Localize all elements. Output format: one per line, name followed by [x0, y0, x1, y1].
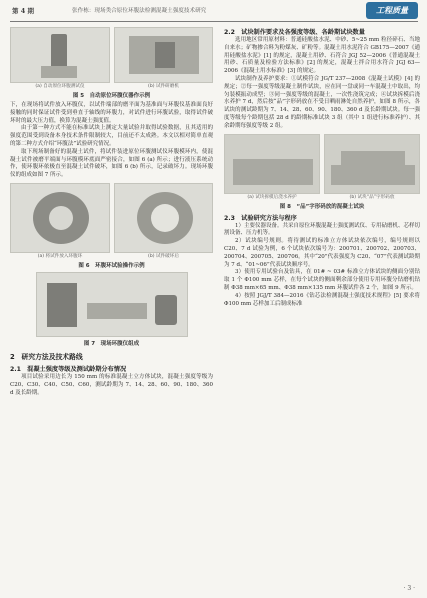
paragraph: 选用地区常用原材料：普通硅酸盐水泥、中砂、5~25 mm 粒径碎石、当地自来水；矿物掺合料为粉煤灰、矿粉等。混凝土用水泥符合 GB175—2007《通用硅酸盐水泥》[1] 的规定，混凝土用砂、石符合 JGJ 52—2006《普通混凝土用砂、石质量及检验方法标准》[2] 的规定，混凝土拌合用水符合 JGJ 63—2006《混凝土用水标准》[3] 的规定。 — [224, 37, 420, 75]
figure-8a-photo — [224, 134, 320, 194]
paragraph: 试块制作及养护要求：①试模符合 JG/T 237—2008《混凝土试模》[4] 的规定；②每一强度等级混凝土制作试块，应在同一盘或同一车混凝土中取出，均匀装模振动成型；③同一强度等级的混凝土，一次性浇筑完成；④试块拆模后浇水养护 7 d，然后按“品”字形码放在不受日晒雨淋处自然养护，如图 8 所示，各试块的测试龄期为 7、14、28、60、90、180、360 d 及长龄期试块。每一强度等级每个龄期包括 28 d 的龄期标准试块 3 组（其中 1 组进行标准养护）、其余龄期每强度等级 2 组。 — [224, 75, 420, 129]
header-rule — [10, 21, 418, 22]
figure-5 — [10, 27, 213, 89]
paragraph: 3）使用专用试验台及钻具，在 01# ~ 03# 标准立方体试块的侧面分别钻取 1 个 Φ100 mm 芯样，在每个试块的侧面剩余部分使用专用环腹分钻磨机钻制 Φ38 mm×65 mm、Φ38 mm×135 mm 环腹试件各 2 个，如图 9 所示。 — [224, 269, 420, 291]
paragraph: 下，在现场将试件放入环腹仪，以试件端部的磨平面为基准面与环腹仪基准面良好接触的同时保证试件受到垂直于轴线的环腹力，对试件进行环腹试验，取得试件破坏时的最大压力值，换算为混凝土强度值。 — [10, 102, 213, 124]
right-column — [224, 26, 420, 308]
figure-5a-label: (a) 自动原位环腹测试仪 — [35, 84, 85, 89]
page-number: · 3 · — [403, 585, 415, 592]
left-column — [10, 26, 213, 397]
figure-6 — [10, 183, 213, 259]
figure-5b-photo — [114, 27, 213, 83]
running-title: 张作栋：现场类合原位环腹法检测混凝土强度技术研究 — [72, 8, 207, 14]
subsection-heading: 2.1 混凝土强度等级及测试龄期分布情况 — [10, 365, 127, 373]
figure-6a-label: (a) 将试件放入环腹环 — [37, 253, 83, 259]
paragraph: 取下现场制备好的混凝土试件，将试件装进原位环腹测试仪环腹模环内，使混凝土试件被磨平端面与环腹模环底面严密接合，如图 6 (a) 所示；进行液压系统动作，使环腹环依极直至混凝土试件破坏，如图 6 (b) 所示，记录破坏力。现场环腹仪的组成如图 7 所示。 — [10, 148, 213, 179]
figure-5-caption: 图 5 自动原位环腹仪器作示例 — [72, 93, 151, 99]
page-header — [0, 0, 427, 20]
figure-7-photo — [36, 272, 188, 337]
figure-6a-photo — [10, 183, 110, 253]
figure-8b-photo — [324, 134, 420, 194]
figure-6b-label: (b) 试件破坏后 — [148, 253, 179, 259]
subsection-heading: 2.3 试验研究方法与程序 — [224, 214, 297, 222]
paragraph: 2）试块编号规则。将待测试的标准立方体试块依次编号，编号规则以 C20、7 d 试验为例，6 个试块依次编号为：200701、200702、200703、200704、200705、200706。其中“20”代表强度为 C20、“07”代表测试龄期为 7 d、“01~06”代表试块顺序号。 — [224, 238, 420, 268]
figure-8-caption: 图 8 “品”字形码放的混凝土试块 — [279, 203, 365, 210]
figure-8b-label: (b) 试块“品”字形码放 — [349, 194, 395, 200]
paragraph: 1）主要仪器设备。共采自原位环腹混凝土强度测试仪、专用砧磨机、芯样切割设备、压力机等。 — [224, 222, 421, 237]
journal-logo: 工程质量 — [366, 2, 418, 19]
figure-6b-photo — [114, 183, 213, 253]
issue-number: 第 4 期 — [12, 7, 35, 15]
figure-8a-label: (a) 试块拆模后浇水养护 — [247, 194, 297, 200]
paragraph: 项目试验采用边长为 150 mm 的标准混凝土立方体试块，混凝土强度等级为 C20、C30、C40、C50、C60，测试龄期为 7、14、28、60、90、180、360 d 及长龄期。 — [10, 373, 213, 396]
figure-7-caption: 图 7 现场环腹仪组成 — [83, 340, 140, 347]
subsection-heading: 2.2 试块制作要求及各强度等级、各龄期试块数量 — [224, 29, 365, 36]
section-heading: 2 研究方法及技术路线 — [10, 352, 83, 361]
paragraph: 由于第一种方式不能在标准试块上测定大量试验并取得试验数据，且其适用的强度范围受到设备本身技术条件限制较大，目前还不太成熟。本文以相对简单直观的第二种方式介绍“环腹法”试验研究情况。 — [10, 125, 213, 147]
paragraph: 4）按照 JGJ/T 384—2016《钻芯法检测混凝土强度技术规程》[5] 要求将 Φ100 mm 芯样加工后制成标准 — [224, 292, 420, 307]
figure-5a-photo — [10, 27, 110, 83]
figure-5b-label: (b) 试件研磨机 — [148, 84, 179, 89]
figure-8 — [224, 134, 420, 200]
figure-6-caption: 图 6 环腹环试验操作示例 — [78, 262, 145, 269]
